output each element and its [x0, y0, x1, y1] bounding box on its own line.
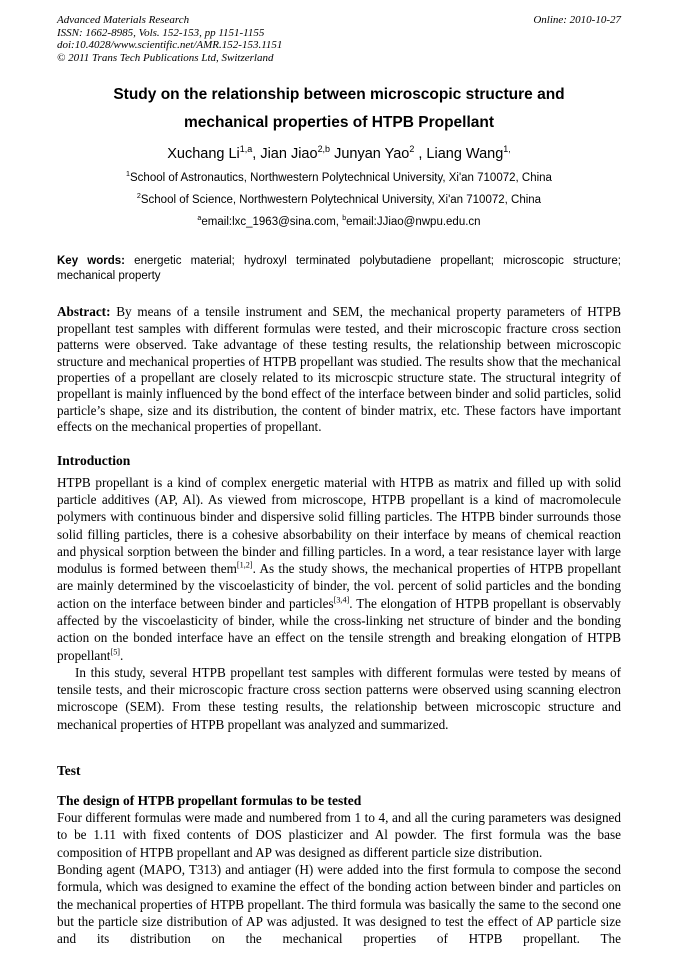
keywords	[57, 254, 621, 283]
keywords-label: Key words:	[57, 255, 125, 268]
paper-title-line-2: mechanical properties of HTPB Propellant	[183, 114, 495, 132]
test-paragraph-1: Four different formulas were made and numbered from 1 to 4, and all the curing parameters was designed to be 1.11 with fixed contents of DOS plasticizer and Al powder. The first formula was the base composition of HTPB propellant and AP was designed as different particle size distribution.	[57, 810, 621, 860]
paper-title	[57, 81, 621, 137]
issn-line: ISSN: 1662-8985, Vols. 152-153, pp 1151-1155	[57, 26, 265, 39]
affiliations-block	[57, 167, 621, 233]
abstract-label: Abstract:	[57, 304, 111, 320]
test-paragraph-2: Bonding agent (MAPO, T313) and antiager (H) were added into the first formula to compose the second formula, which was designed to examine the effect of the bonding action between binder and particles on the mechanical properties of HTPB propellant. The third formula was basically the same to the second one but the particle size distribution of AP was adjusted. It was designed to test the effect of AP particle size and its distribution on the mechanical properties of HTPB propellant. The	[57, 861, 621, 947]
abstract	[57, 304, 621, 435]
intro-paragraph-2: In this study, several HTPB propellant test samples with different formulas were tested by means of tensile tests, and their microscopic fracture cross section patterns were observed using scanning electron microscope (SEM). From these testing results, the relationship between microscopic structure and mechanical properties of HTPB propellant was analyzed and summarized.	[57, 664, 621, 732]
affiliation-2: $^2$School of Science, Northwestern Polytechnical University, Xi'an 710072, China	[136, 192, 542, 207]
authors-line: Xuchang Li$^{1,a}$, Jian Jiao$^{2,b}$ Junyan Yao$^2$ , Liang Wang$^{1,}$	[167, 144, 511, 163]
paper-title-line-1: Study on the relationship between microscopic structure and	[113, 86, 565, 104]
section-heading-introduction: Introduction	[57, 452, 131, 468]
intro-paragraph-1: HTPB propellant is a kind of complex energetic material with HTPB as matrix and filled up with solid particle additives (AP, Al). As viewed from microscope, HTPB propellant is a kind of macromolecule polymers with continuous binder and dispersive solid filling particles. The HTPB binder surrounds those solid filling particles, there is a cohesive absorbability on their interface by means of chemical reaction and physical sorption between the binder and filling particles. In a word, a tear resistance layer with large modulus is formed between them[1,2]. As the study shows, the mechanical properties of HTPB propellant are mainly determined by the viscoelasticity of binder, the vol. percent of solid particles and the bonding action on the interface between binder and particles[3,4]. The elongation of HTPB propellant is observably affected by the viscoelasticity of binder, while the cross-linking net structure of binder and the bonding action on the bonded interface have an effect on the tensile strength and breaking elongation of HTPB propellant[5].	[57, 474, 621, 663]
journal-name: Advanced Materials Research	[57, 14, 190, 26]
journal-header-left	[57, 14, 282, 64]
copyright-line: © 2011 Trans Tech Publications Ltd, Switzerland	[57, 51, 274, 64]
online-date: Online: 2010-10-27	[533, 14, 621, 26]
keywords-text: energetic material; hydroxyl terminated polybutadiene propellant; microscopic structure; mechanical property	[57, 255, 621, 282]
abstract-text: By means of a tensile instrument and SEM, the mechanical property parameters of HTPB propellant test samples with different formulas were tested, and their microscopic fracture cross section patterns were observed. Take advantage of these testing results, the relationship between microscopic structure and mechanical properties of HTPB propellant was studied. The results show that the mechanical properties of a propellant are closely related to its microscpic structure state. The structural integrity of propellant is mainly influenced by the bond effect of the interface between binder and solid particles, solid particle’s shape, size and its distribution, the content of binder matrix, etc. These factors have important effects on the mechanical properties of propellant.	[57, 304, 621, 435]
journal-header	[57, 14, 621, 64]
email-line: $^a$email:lxc_1963@sina.com, $^b$email:JJiao@nwpu.edu.cn	[197, 214, 481, 229]
affiliation-1: $^1$School of Astronautics, Northwestern Polytechnical University, Xi'an 710072, China	[126, 170, 552, 185]
subsection-heading-formula-design: The design of HTPB propellant formulas to be tested	[57, 793, 362, 809]
doi-line: doi:10.4028/www.scientific.net/AMR.152-153.1151	[57, 39, 283, 52]
section-heading-test: Test	[57, 763, 81, 779]
